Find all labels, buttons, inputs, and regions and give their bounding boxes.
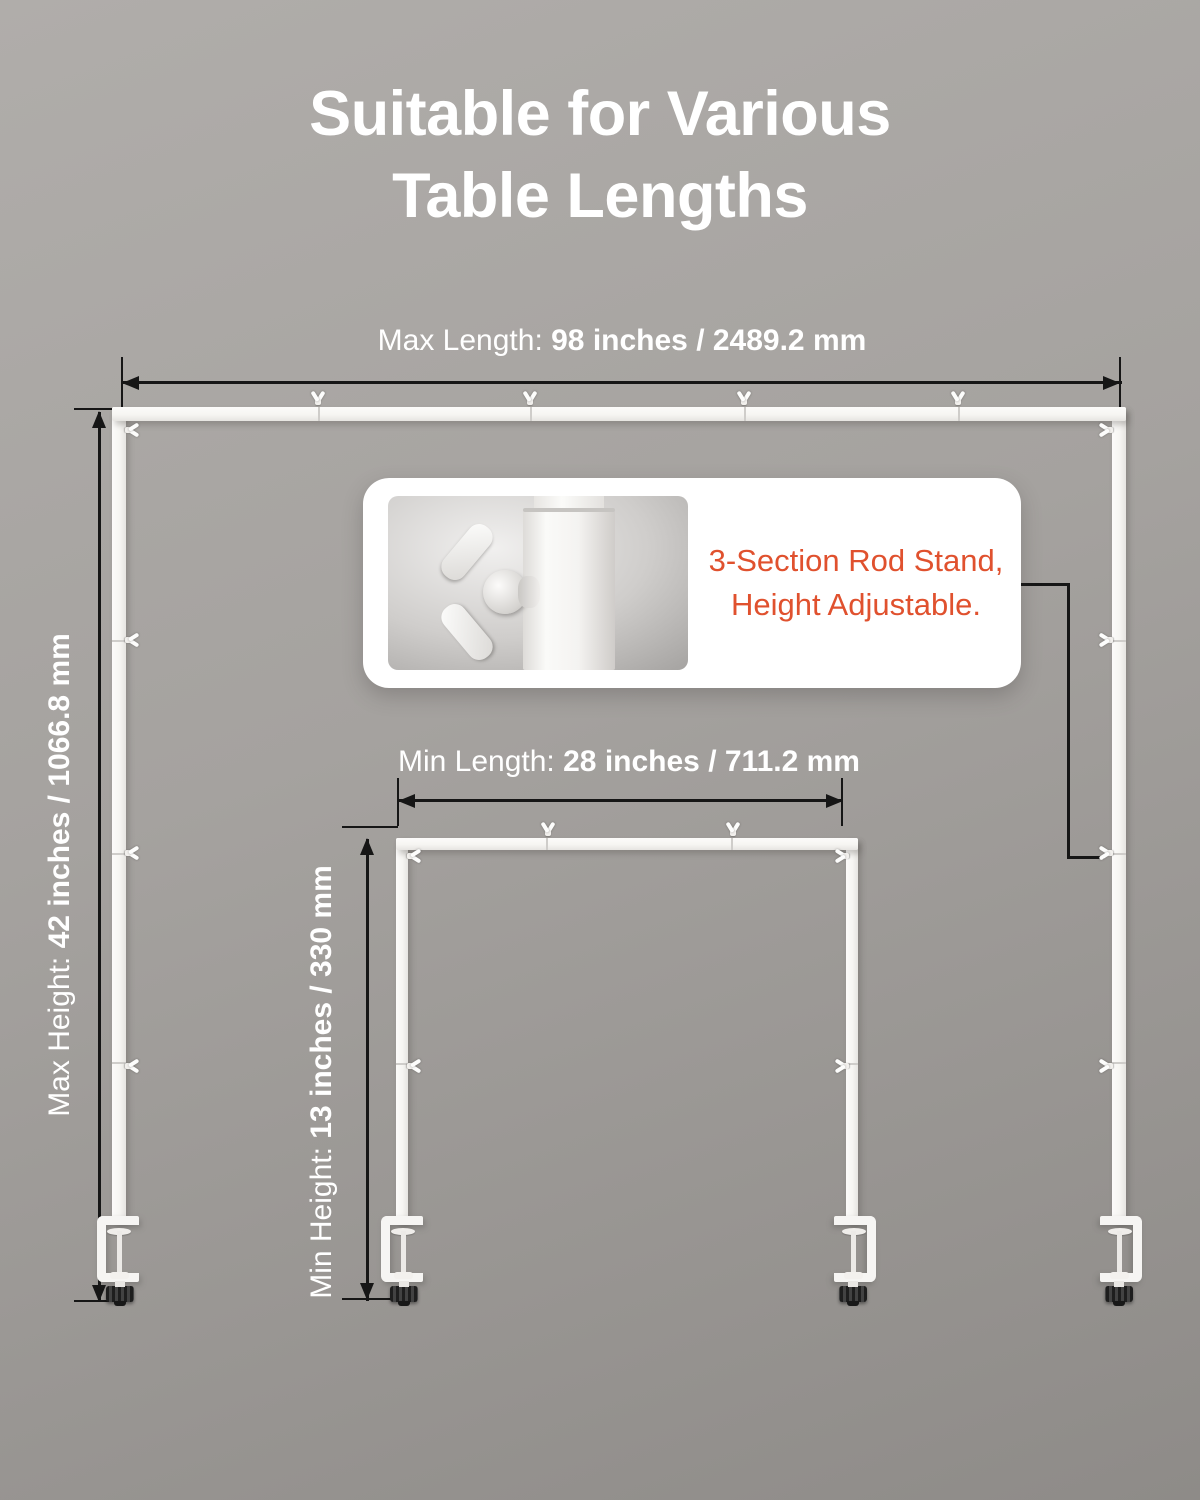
extension-tick <box>1119 357 1121 407</box>
extension-tick <box>841 778 843 826</box>
clamp-foot <box>1110 1272 1129 1279</box>
left-rod <box>396 838 408 1224</box>
table-clamp <box>1096 1216 1144 1308</box>
clamp-screw <box>851 1231 856 1275</box>
clamp-knob <box>106 1286 134 1302</box>
max-length-label: Max Length: 98 inches / 2489.2 mm <box>377 324 867 357</box>
wing-clip-icon <box>308 390 328 406</box>
wing-clip-icon <box>1098 420 1114 440</box>
clamp-screw <box>1117 1231 1122 1275</box>
callout-text-line1: 3-Section Rod Stand, <box>708 542 1004 578</box>
wing-clip-icon <box>834 846 850 866</box>
callout-connector-line <box>1021 583 1070 586</box>
clamp-foot <box>394 1272 413 1279</box>
extension-tick <box>397 778 399 826</box>
rod-seam <box>1112 640 1126 642</box>
min-height-dimension-line <box>366 839 369 1301</box>
arrow-up-icon <box>92 411 106 428</box>
table-clamp <box>379 1216 427 1308</box>
wing-clip-icon <box>948 390 968 406</box>
table-clamp <box>830 1216 878 1308</box>
extension-tick <box>121 357 123 407</box>
tube-seam <box>523 508 615 512</box>
min-length-dimension-line <box>398 799 843 802</box>
wing-clip-icon <box>124 420 140 440</box>
clamp-knob <box>839 1286 867 1302</box>
page-title <box>0 74 1200 238</box>
wing-clip-icon <box>124 1056 140 1076</box>
wing-clip-icon <box>1098 843 1114 863</box>
right-rod <box>1112 407 1126 1223</box>
wing-clip-icon <box>734 390 754 406</box>
max-height-dimension-line <box>98 412 101 1302</box>
top-rod <box>396 838 858 850</box>
clamp-knob <box>390 1286 418 1302</box>
wing-clip-icon <box>406 846 422 866</box>
wing-clip-icon <box>834 1056 850 1076</box>
wing-clip-icon <box>723 821 743 837</box>
wing-clip-icon <box>520 390 540 406</box>
wing-clip-icon <box>406 1056 422 1076</box>
page-title-line2: Table Lengths <box>392 160 808 231</box>
wing-nut-wing <box>436 519 497 585</box>
callout-text <box>701 478 1011 688</box>
callout-card <box>363 478 1021 688</box>
callout-connector-line <box>1067 583 1070 859</box>
rod-seam <box>731 838 733 850</box>
wing-nut-photo <box>388 496 688 670</box>
wing-clip-icon <box>1098 630 1114 650</box>
right-rod <box>846 838 858 1224</box>
rod-seam <box>958 407 960 421</box>
clamp-foot <box>110 1272 129 1279</box>
callout-text-line2: Height Adjustable. <box>731 587 981 622</box>
table-clamp <box>95 1216 143 1308</box>
left-rod <box>112 407 126 1223</box>
wing-clip-icon <box>538 821 558 837</box>
rod-seam <box>744 407 746 421</box>
wing-nut-wing <box>436 599 497 665</box>
max-height-label: Max Height: 42 inches / 1066.8 mm <box>43 633 76 1117</box>
min-length-label: Min Length: 28 inches / 711.2 mm <box>398 745 860 778</box>
wing-nut-collar <box>518 576 540 608</box>
page-title-line1: Suitable for Various <box>309 79 891 149</box>
arrow-up-icon <box>360 838 374 855</box>
wing-clip-icon <box>124 843 140 863</box>
arrow-right-icon <box>1103 376 1120 390</box>
arrow-left-icon <box>122 376 139 390</box>
clamp-screw <box>401 1231 406 1275</box>
rod-seam <box>546 838 548 850</box>
wing-clip-icon <box>124 630 140 650</box>
rod-seam <box>1112 1062 1126 1064</box>
clamp-foot <box>844 1272 863 1279</box>
wing-clip-icon <box>1098 1056 1114 1076</box>
rod-seam <box>530 407 532 421</box>
max-length-dimension-line <box>122 381 1122 384</box>
rod-seam <box>1112 853 1126 855</box>
top-rod <box>112 407 1126 421</box>
clamp-screw <box>117 1231 122 1275</box>
arrow-left-icon <box>398 794 415 808</box>
min-height-label: Min Height: 13 inches / 330 mm <box>305 865 338 1299</box>
extension-tick <box>342 826 398 828</box>
rod-seam <box>318 407 320 421</box>
clamp-knob <box>1105 1286 1133 1302</box>
